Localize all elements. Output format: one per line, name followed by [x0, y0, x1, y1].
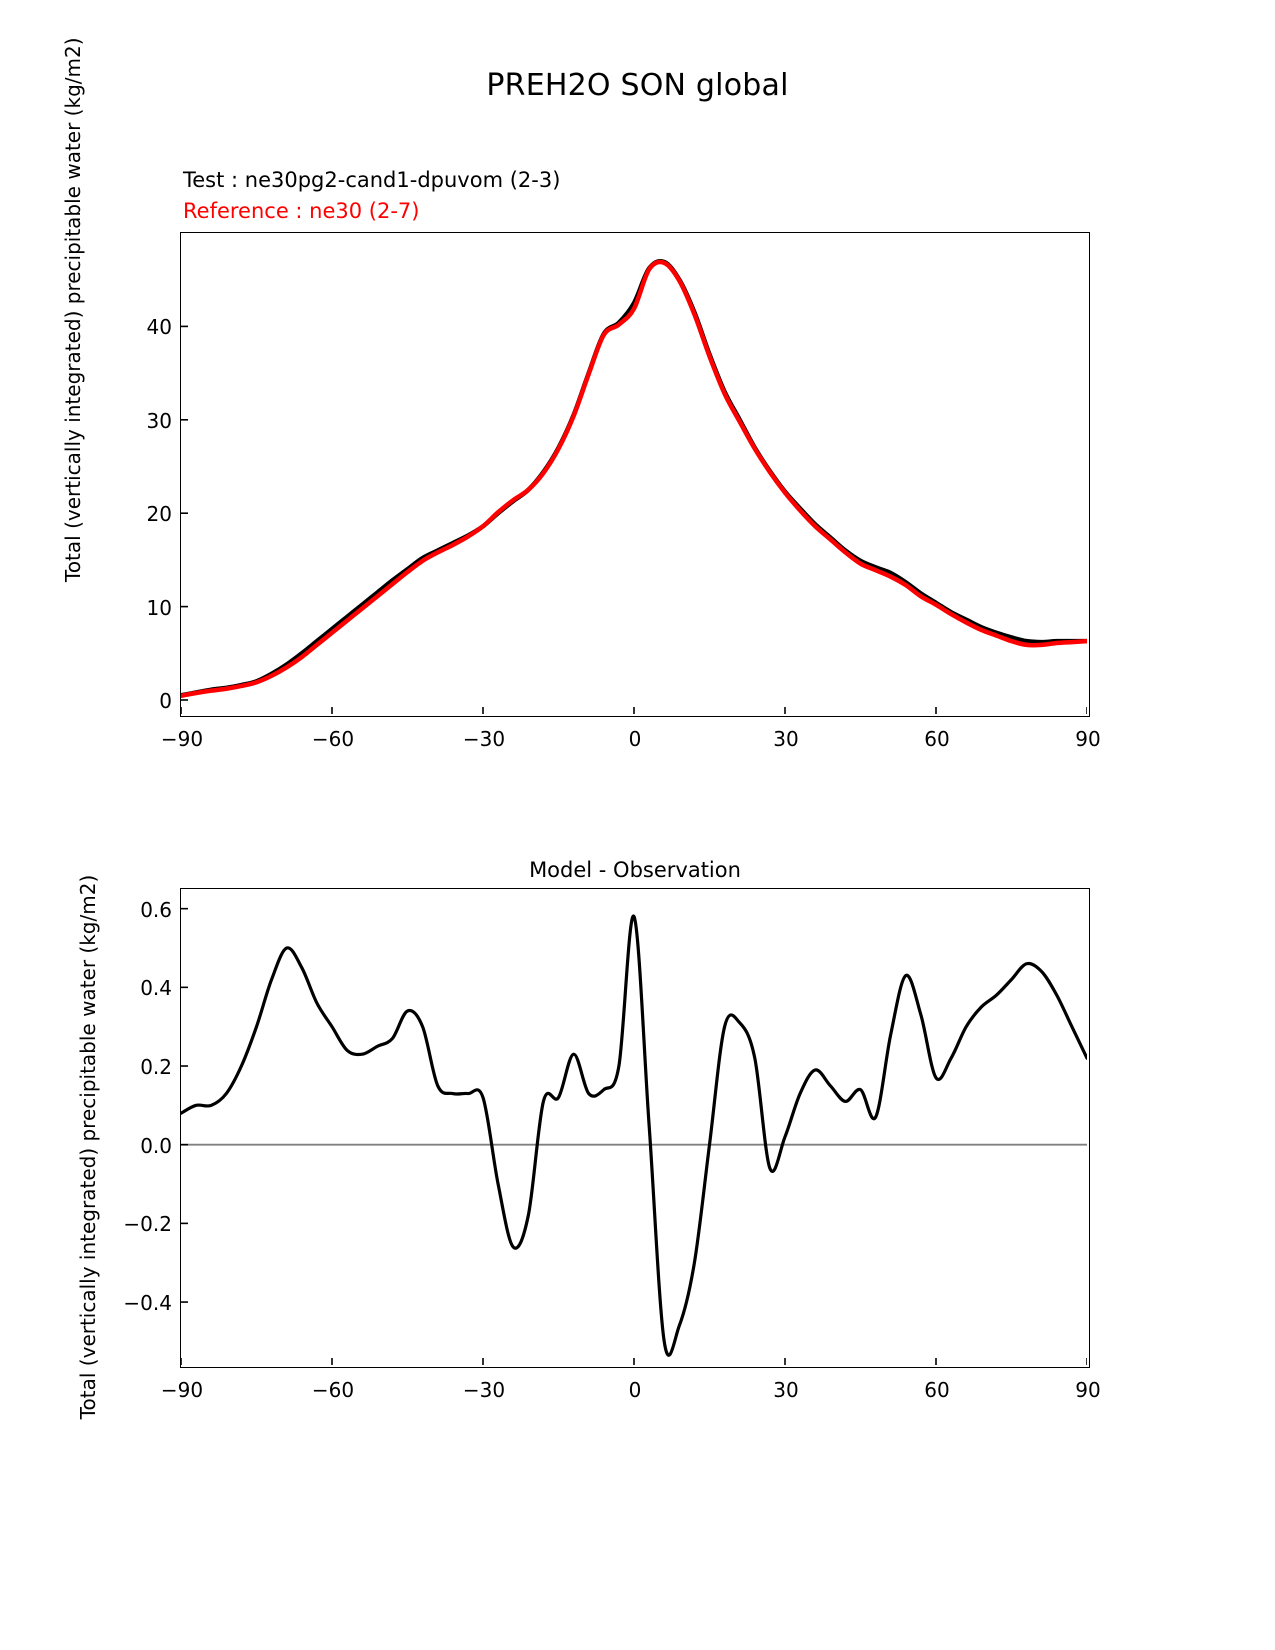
y-tick-label: 0.6 [140, 897, 172, 922]
page-title: PREH2O SON global [486, 68, 789, 103]
y-tick-label: 10 [146, 595, 172, 620]
x-tick-label: 30 [773, 1378, 799, 1402]
y-tick-label: 0.4 [140, 976, 172, 1001]
panel2-y-axis-label: Total (vertically integrated) precipitable water (kg/m2) [76, 874, 100, 1420]
panel2-title: Model - Observation [529, 858, 741, 882]
panel-zonal-mean [180, 232, 1090, 717]
panel2-plot-area [181, 889, 1087, 1365]
y-tick-label: 40 [146, 315, 172, 340]
x-tick-label: 90 [1075, 727, 1101, 751]
x-tick-label: 60 [924, 727, 950, 751]
legend-test-label: Test : ne30pg2-cand1-dpuvom (2-3) [183, 168, 561, 192]
x-tick-label: 0 [628, 727, 642, 751]
x-tick-label: 0 [628, 1378, 642, 1402]
y-tick-label: 30 [146, 408, 172, 433]
x-tick-label: 90 [1075, 1378, 1101, 1402]
x-tick-label: −60 [311, 727, 355, 751]
x-tick-label: −30 [462, 1378, 506, 1402]
data-series-line [181, 916, 1087, 1355]
y-tick-label: −0.2 [123, 1212, 172, 1237]
y-tick-label: 0 [159, 688, 172, 713]
panel1-y-axis-label: Total (vertically integrated) precipitable water (kg/m2) [61, 37, 85, 582]
axis-ticks [181, 326, 1087, 714]
axis-ticks [181, 909, 1087, 1365]
y-tick-label: −0.4 [123, 1291, 172, 1316]
data-series-line [181, 262, 1087, 696]
y-tick-label: 20 [146, 502, 172, 527]
x-tick-label: −60 [311, 1378, 355, 1402]
y-tick-label: 0.0 [140, 1133, 172, 1158]
x-tick-label: −30 [462, 727, 506, 751]
x-tick-label: 30 [773, 727, 799, 751]
panel-model-minus-observation [180, 888, 1090, 1368]
x-tick-label: 60 [924, 1378, 950, 1402]
y-tick-label: 0.2 [140, 1055, 172, 1080]
x-tick-label: −90 [160, 727, 204, 751]
legend-reference-label: Reference : ne30 (2-7) [183, 199, 420, 223]
data-series-line [181, 261, 1087, 695]
x-tick-label: −90 [160, 1378, 204, 1402]
panel1-plot-area [181, 233, 1087, 714]
